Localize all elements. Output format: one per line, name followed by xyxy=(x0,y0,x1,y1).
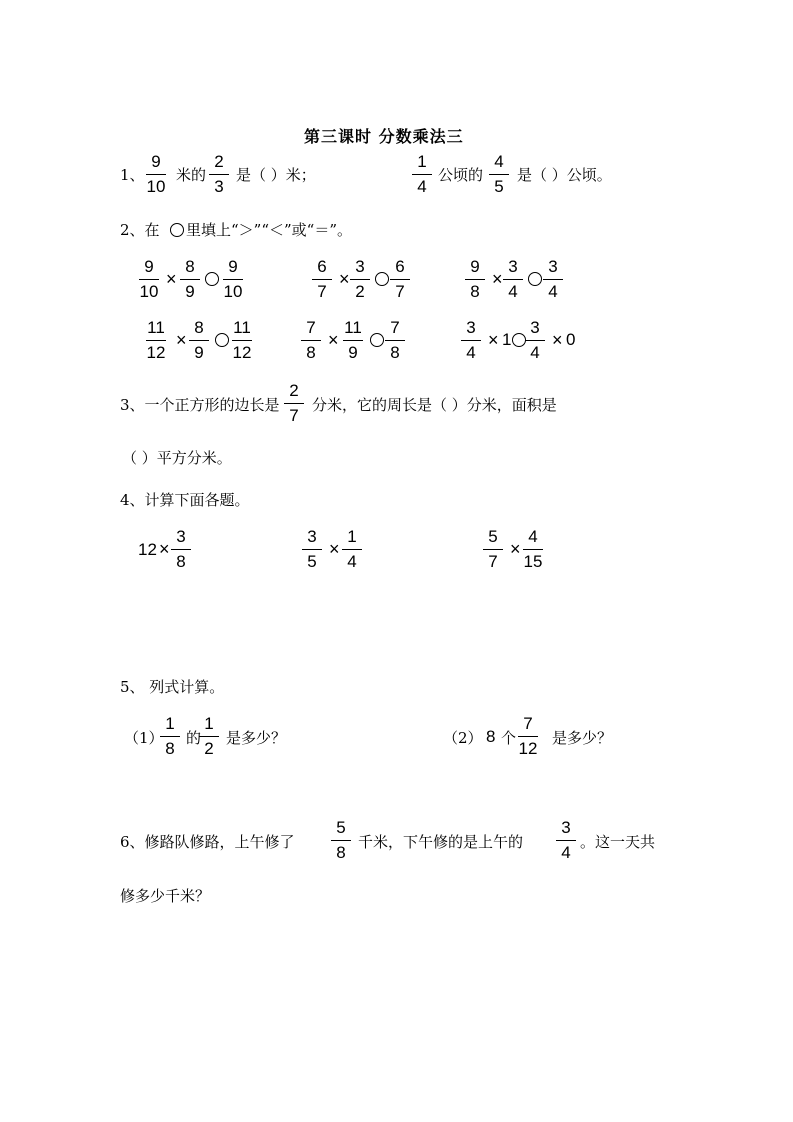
fraction: 4 5 xyxy=(488,152,510,197)
text: 个 xyxy=(501,729,517,747)
fraction: 7 8 xyxy=(300,318,322,363)
question-number: 1、 xyxy=(120,166,145,184)
number: 1 xyxy=(502,330,512,349)
compare-circle[interactable] xyxy=(205,272,219,286)
times-sign: × xyxy=(329,539,340,559)
fraction: 11 12 xyxy=(232,318,252,362)
fraction: 6 7 xyxy=(389,257,411,302)
fraction: 1 2 xyxy=(198,714,220,759)
fraction: 3 4 xyxy=(502,257,524,302)
text: 米的 xyxy=(176,166,207,184)
times-sign: × xyxy=(492,269,503,289)
fraction: 7 12 xyxy=(518,714,538,758)
fraction: 2 7 xyxy=(283,381,305,426)
question-text: （ ）平方分米。 xyxy=(122,449,232,467)
fraction: 11 9 xyxy=(344,318,362,362)
page-title: 第三课时 分数乘法三 xyxy=(304,127,464,146)
fraction: 1 4 xyxy=(411,152,433,197)
text: 是多少？ xyxy=(552,729,613,747)
fraction: 4 15 xyxy=(523,527,543,571)
fraction: 3 2 xyxy=(349,257,371,302)
fraction: 5 7 xyxy=(482,527,504,572)
times-sign: × xyxy=(488,330,499,350)
number: 12 xyxy=(138,540,157,559)
fraction: 7 8 xyxy=(384,318,406,363)
fraction: 9 10 xyxy=(139,257,159,301)
question-text: 2、在 xyxy=(120,221,160,239)
compare-circle[interactable] xyxy=(375,272,389,286)
fraction: 8 9 xyxy=(188,318,210,363)
fraction: 8 9 xyxy=(179,257,201,302)
fraction: 3 4 xyxy=(460,318,482,363)
fraction: 3 8 xyxy=(170,527,192,572)
text: 公顷的 xyxy=(438,166,484,184)
fraction: 3 4 xyxy=(555,818,577,863)
times-sign: × xyxy=(166,269,177,289)
question-text: 5、 列式计算。 xyxy=(120,678,225,696)
answer-blank-text: 是（ ）米； xyxy=(236,166,316,184)
fraction: 1 4 xyxy=(341,527,363,572)
question-text: 里填上“＞”“＜”或“＝”。 xyxy=(186,221,353,239)
times-sign: × xyxy=(339,269,350,289)
fraction: 11 12 xyxy=(146,318,166,362)
times-sign: × xyxy=(159,539,170,559)
question-text: 分米，它的周长是（ ）分米，面积是 xyxy=(312,396,557,414)
sub-question-label: （2） xyxy=(443,729,483,747)
number: 0 xyxy=(566,330,576,349)
compare-circle[interactable] xyxy=(528,272,542,286)
fraction: 1 8 xyxy=(159,714,181,759)
question-text: 3、一个正方形的边长是 xyxy=(120,396,280,414)
text: 的 xyxy=(186,729,202,747)
circle-icon xyxy=(170,223,184,237)
question-text: 6、修路队修路，上午修了 xyxy=(120,833,295,851)
fraction: 2 3 xyxy=(208,152,230,197)
compare-circle[interactable] xyxy=(370,333,384,347)
fraction: 9 10 xyxy=(223,257,243,301)
answer-blank-text: 是（ ）公顷。 xyxy=(517,166,612,184)
fraction: 6 7 xyxy=(311,257,333,302)
question-text: 修多少千米？ xyxy=(120,887,211,905)
fraction: 9 10 xyxy=(146,152,166,196)
times-sign: × xyxy=(328,330,339,350)
text: 是多少？ xyxy=(226,729,287,747)
question-text: 4、计算下面各题。 xyxy=(120,491,250,509)
fraction: 3 4 xyxy=(542,257,564,302)
times-sign: × xyxy=(176,330,187,350)
fraction: 3 4 xyxy=(524,318,546,363)
times-sign: × xyxy=(510,539,521,559)
question-text: 千米，下午修的是上午的 xyxy=(358,833,524,851)
compare-circle[interactable] xyxy=(215,333,229,347)
sub-question-label: （1） xyxy=(124,729,164,747)
times-sign: × xyxy=(552,330,563,350)
question-text: 。这一天共 xyxy=(580,833,656,851)
fraction: 5 8 xyxy=(330,818,352,863)
number: 8 xyxy=(486,727,496,746)
fraction: 9 8 xyxy=(464,257,486,302)
fraction: 3 5 xyxy=(301,527,323,572)
